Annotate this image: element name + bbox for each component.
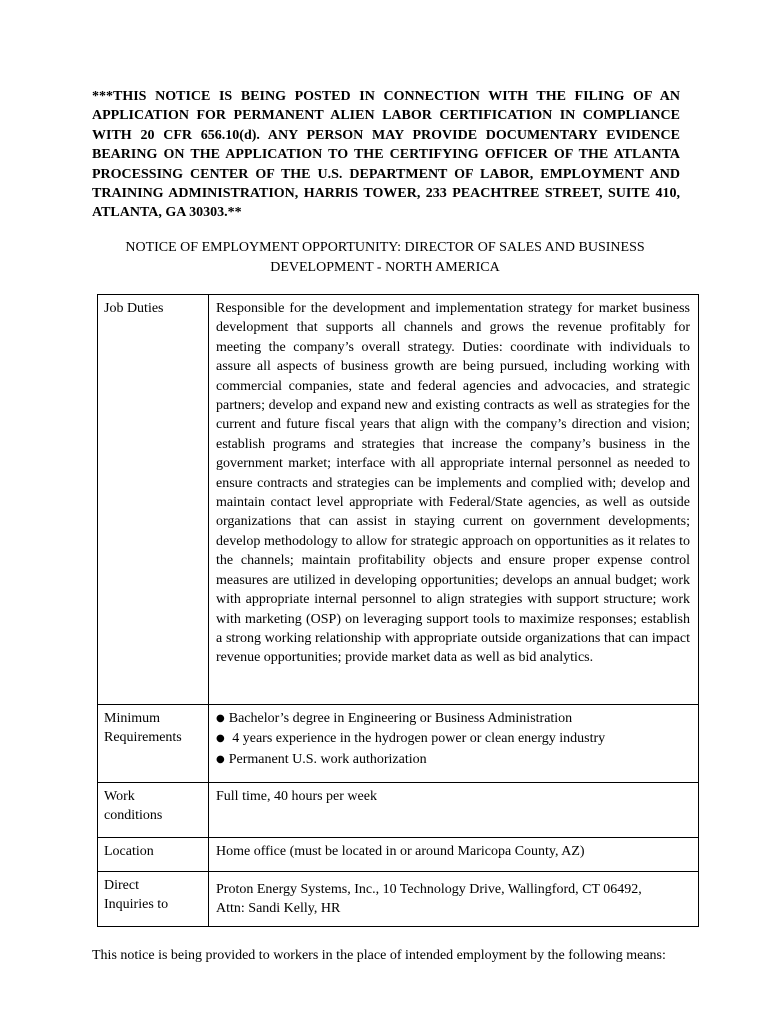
table-row-minimum-requirements: [98, 705, 699, 783]
work-conditions-text: Full time, 40 hours per week: [209, 783, 699, 838]
requirement-item-text: 4 years experience in the hydrogen power or clean energy industry: [228, 731, 606, 747]
minimum-requirements-label: [98, 705, 209, 783]
requirement-item: [216, 729, 690, 749]
table-row-job-duties: [98, 295, 699, 705]
work-conditions-label: [98, 783, 209, 838]
direct-inquiries-address: Proton Energy Systems, Inc., 10 Technology Drive, Wallingford, CT 06492,: [216, 882, 642, 897]
job-details-table: [97, 294, 699, 927]
table-row-direct-inquiries: [98, 872, 699, 927]
notice-title-line-1: NOTICE OF EMPLOYMENT OPPORTUNITY: DIRECTOR OF SALES AND BUSINESS: [125, 240, 645, 255]
table-row-location: [98, 838, 699, 872]
job-duties-label-text: Job Duties: [104, 301, 164, 316]
location-text: Home office (must be located in or around Maricopa County, AZ): [209, 838, 699, 872]
job-duties-label: [98, 295, 209, 705]
location-label-text: Location: [104, 844, 154, 859]
requirement-item-text: Permanent U.S. work authorization: [228, 751, 427, 767]
direct-inquiries-label: [98, 872, 209, 927]
direct-inquiries-attention: Attn: Sandi Kelly, HR: [216, 901, 341, 917]
requirements-list: [216, 709, 690, 770]
legal-notice-header: ***THIS NOTICE IS BEING POSTED IN CONNECTION WITH THE FILING OF AN APPLICATION FOR PERMANENT ALIEN LABOR CERTIFICATION IN COMPLIANCE WITH 20 CFR 656.10(d). ANY PERSON MAY PROVIDE DOCUMENTARY EVIDENCE BEARING ON THE APPLICATION TO THE CERTIFYING OFFICER OF THE ATLANTA PROCESSING CENTER OF THE U.S. DEPARTMENT OF LABOR, EMPLOYMENT AND TRAINING ADMINISTRATION, HARRIS TOWER, 233 PEACHTREE STREET, SUITE 410, ATLANTA, GA 30303.**: [92, 89, 680, 221]
direct-inquiries-label-line-1: Direct: [104, 878, 139, 893]
work-conditions-label-line-2: conditions: [104, 808, 163, 824]
direct-inquiries-value: [209, 872, 699, 927]
notice-title: [92, 238, 678, 277]
requirement-item: [216, 709, 690, 729]
footer-paragraph: This notice is being provided to workers in the place of intended employment by the following means:: [92, 948, 666, 963]
minimum-requirements-value: [209, 705, 699, 783]
work-conditions-label-line-1: Work: [104, 789, 135, 804]
minimum-requirements-label-line-2: Requirements: [104, 730, 182, 746]
location-label: [98, 838, 209, 872]
minimum-requirements-label-line-1: Minimum: [104, 711, 161, 726]
direct-inquiries-label-line-2: Inquiries to: [104, 897, 169, 913]
requirement-item: [216, 750, 690, 770]
table-row-work-conditions: [98, 783, 699, 838]
requirement-item-text: Bachelor’s degree in Engineering or Business Administration: [228, 711, 573, 726]
job-duties-text: Responsible for the development and implementation strategy for market business development that supports all channels and grows the revenue profitably for meeting the company’s overall strategy. Duties: coordinate with individuals to assure all aspects of business growth are being pursued, including working with commercial companies, state and federal agencies and advocacies, and strategic partners; develop and expand new and existing contracts as well as strategies for the current and future fiscal years that align with the company’s direction and vision; establish programs and strategies that increase the company’s business in the government market; interface with all appropriate internal personnel as needed to ensure contracts and strategies can be implements and complied with; develop and maintain contact level appropriate with Federal/State agencies, as well as outside organizations that can assist in staying current on government developments; develop methodology to allow for strategic approach on opportunities as it relates to the channels; maintain profitability objects and ensure proper expense control measures are utilized in developing opportunities; develops an annual budget; work with appropriate internal personnel to align strategies with support structure; work with marketing (OSP) on leveraging support tools to maximize responses; establish a strong working relationship with appropriate outside organizations that can impact revenue opportunities; provide market data as well as bid analytics.: [209, 295, 699, 705]
notice-title-line-2: DEVELOPMENT - NORTH AMERICA: [270, 259, 500, 275]
